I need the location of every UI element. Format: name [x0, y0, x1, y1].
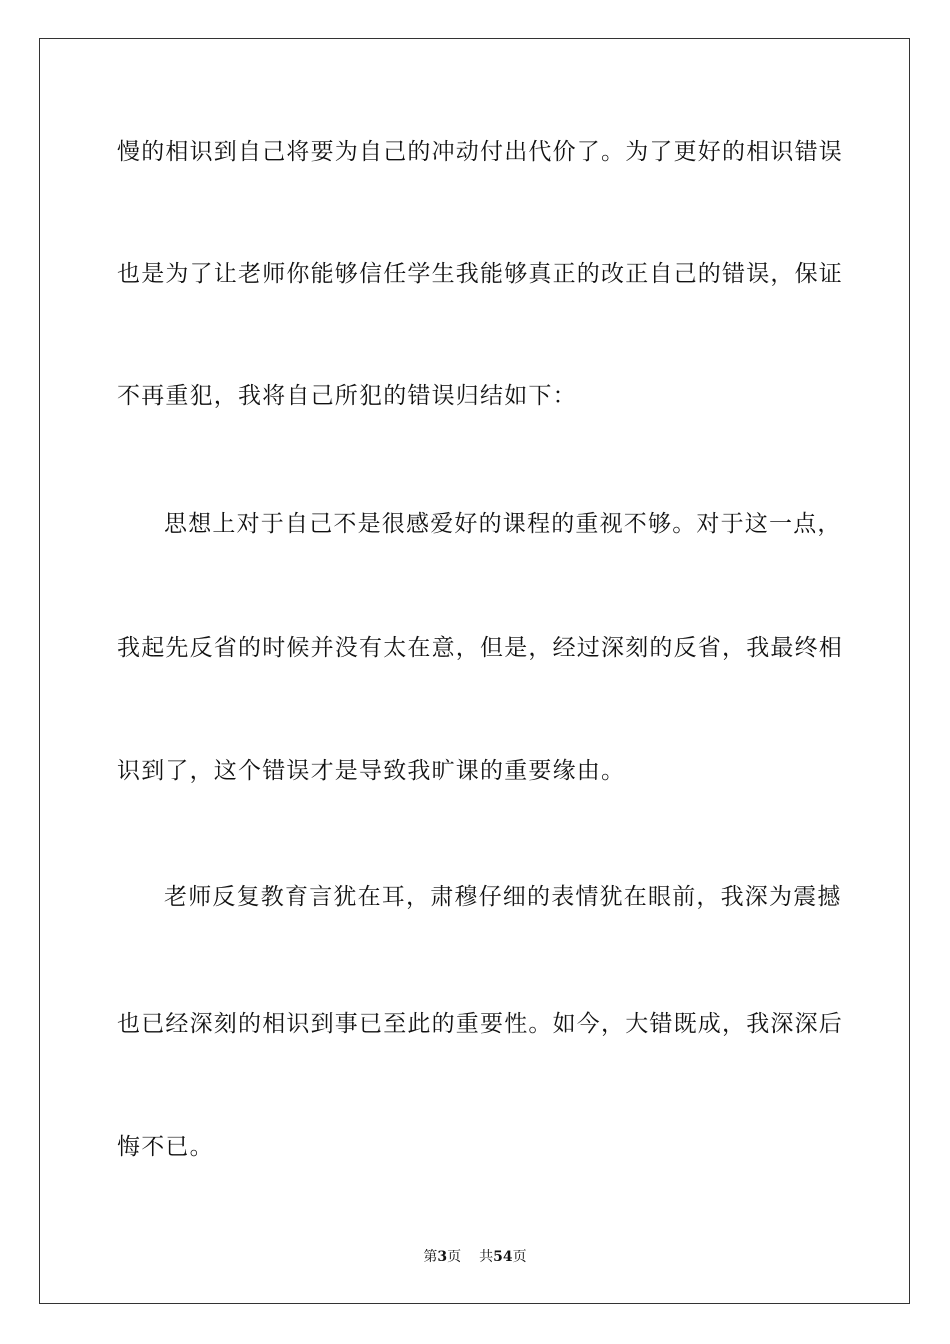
body-line-3: 不再重犯，我将自己所犯的错误归结如下： [117, 383, 577, 409]
paragraph-3-line-3: 悔不已。 [117, 1134, 214, 1160]
body-line-1: 慢的相识到自己将要为自己的冲动付出代价了。为了更好的相识错误 [117, 139, 843, 165]
paragraph-2-line-2: 我起先反省的时候并没有太在意，但是，经过深刻的反省，我最终相 [117, 635, 843, 661]
total-suffix: 页 [512, 1249, 527, 1265]
page-total: 54 [493, 1249, 513, 1265]
paragraph-2-line-3: 识到了，这个错误才是导致我旷课的重要缘由。 [117, 758, 626, 784]
page-number: 3 [437, 1249, 448, 1265]
page-prefix: 第 [423, 1249, 438, 1265]
body-line-2: 也是为了让老师你能够信任学生我能够真正的改正自己的错误，保证 [117, 261, 843, 287]
paragraph-2-line-1: 思想上对于自己不是很感爱好的课程的重视不够。对于这一点， [164, 511, 842, 537]
total-prefix: 共 [479, 1249, 494, 1265]
page-footer [0, 1248, 950, 1266]
page-border [39, 38, 910, 1304]
page-suffix: 页 [447, 1249, 462, 1265]
paragraph-3-line-2: 也已经深刻的相识到事已至此的重要性。如今，大错既成，我深深后 [117, 1011, 843, 1037]
paragraph-3-line-1: 老师反复教育言犹在耳，肃穆仔细的表情犹在眼前，我深为震撼 [164, 884, 842, 910]
